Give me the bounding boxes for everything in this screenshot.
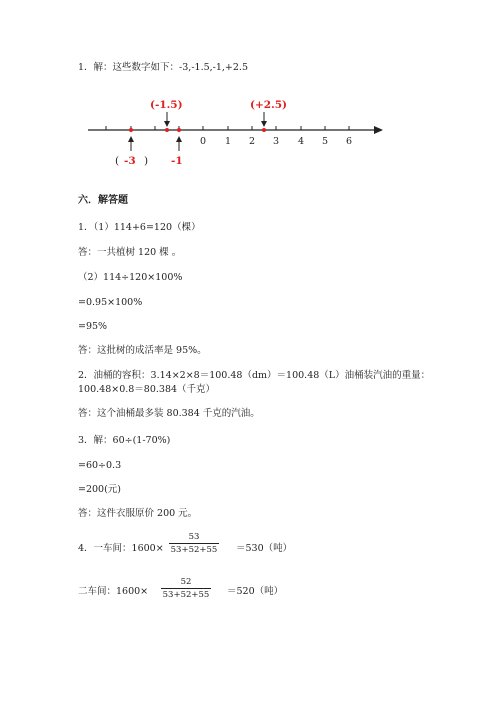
tick-label-5: 5 (322, 136, 329, 147)
point-minus3 (129, 128, 133, 132)
q4-workshop2-fraction (161, 577, 211, 600)
q3-line2: =60÷0.3 (78, 460, 122, 471)
fraction-denominator: 53+52+55 (170, 545, 218, 555)
tick-label-2: 2 (249, 136, 256, 147)
fraction-bar (161, 588, 211, 589)
q1-part2: （2）114÷120×100% (78, 272, 183, 283)
label-paren-open: ( (115, 155, 120, 167)
arrowhead-up-minus3 (128, 136, 134, 142)
tick-label-4: 4 (298, 136, 305, 147)
label-paren-close: ) (144, 155, 149, 167)
section-heading: 六．解答题 (78, 195, 128, 206)
number-line-arrowhead (374, 126, 383, 134)
label-minus3: -3 (124, 155, 136, 167)
label-minus1-5: (-1.5) (150, 99, 183, 111)
q4-workshop1-result: ＝530（吨） (236, 543, 293, 554)
q1-answer-line: 1．解：这些数字如下：-3,-1.5,-1,+2.5 (78, 62, 248, 73)
arrowhead-down-plus2-5 (261, 121, 267, 127)
fraction-denominator: 53+52+55 (162, 590, 210, 600)
q1-part2-answer: 答：这批树的成活率是 95%。 (78, 345, 207, 356)
fraction-bar (169, 543, 219, 544)
tick-label-3: 3 (273, 136, 280, 147)
q4-workshop1-prefix: 4．一车间：1600× (78, 543, 164, 554)
point-minus1-5 (165, 128, 169, 132)
q2-line2: 100.48×0.8＝80.384（千克） (78, 384, 216, 395)
q3-line3: =200(元) (78, 484, 122, 495)
arrowhead-up-minus1 (176, 136, 182, 142)
q2-answer: 答：这个油桶最多装 80.384 千克的汽油。 (78, 408, 260, 419)
q1-part2-step1: =0.95×100% (78, 297, 143, 308)
q3-answer: 答：这件衣服原价 200 元。 (78, 508, 198, 519)
q1-part2-step2: =95% (78, 321, 108, 332)
q2-line1: 2．油桶的容积：3.14×2×8＝100.48（dm）＝100.48（L）油桶装汽油的重量： (78, 370, 431, 381)
label-minus1: -1 (171, 155, 183, 167)
q1-part1: 1．（1）114+6=120（棵） (78, 222, 201, 233)
fraction-numerator: 53 (188, 532, 200, 542)
q4-workshop2-result: ＝520（吨） (227, 586, 284, 597)
arrowhead-down-minus1-5 (164, 121, 170, 127)
tick-label-6: 6 (346, 136, 353, 147)
number-line-figure (0, 0, 500, 180)
fraction-numerator: 52 (180, 577, 192, 587)
tick-label-0: 0 (200, 136, 207, 147)
tick-label-1: 1 (225, 136, 232, 147)
q4-workshop1-fraction (169, 532, 219, 555)
point-minus1 (177, 128, 181, 132)
q1-part1-answer: 答：一共植树 120 棵 。 (78, 247, 182, 258)
point-plus2-5 (262, 128, 266, 132)
label-plus2-5: (+2.5) (250, 99, 288, 111)
q3-line1: 3．解：60÷(1-70%) (78, 435, 171, 446)
q4-workshop2-prefix: 二车间：1600× (78, 586, 149, 597)
